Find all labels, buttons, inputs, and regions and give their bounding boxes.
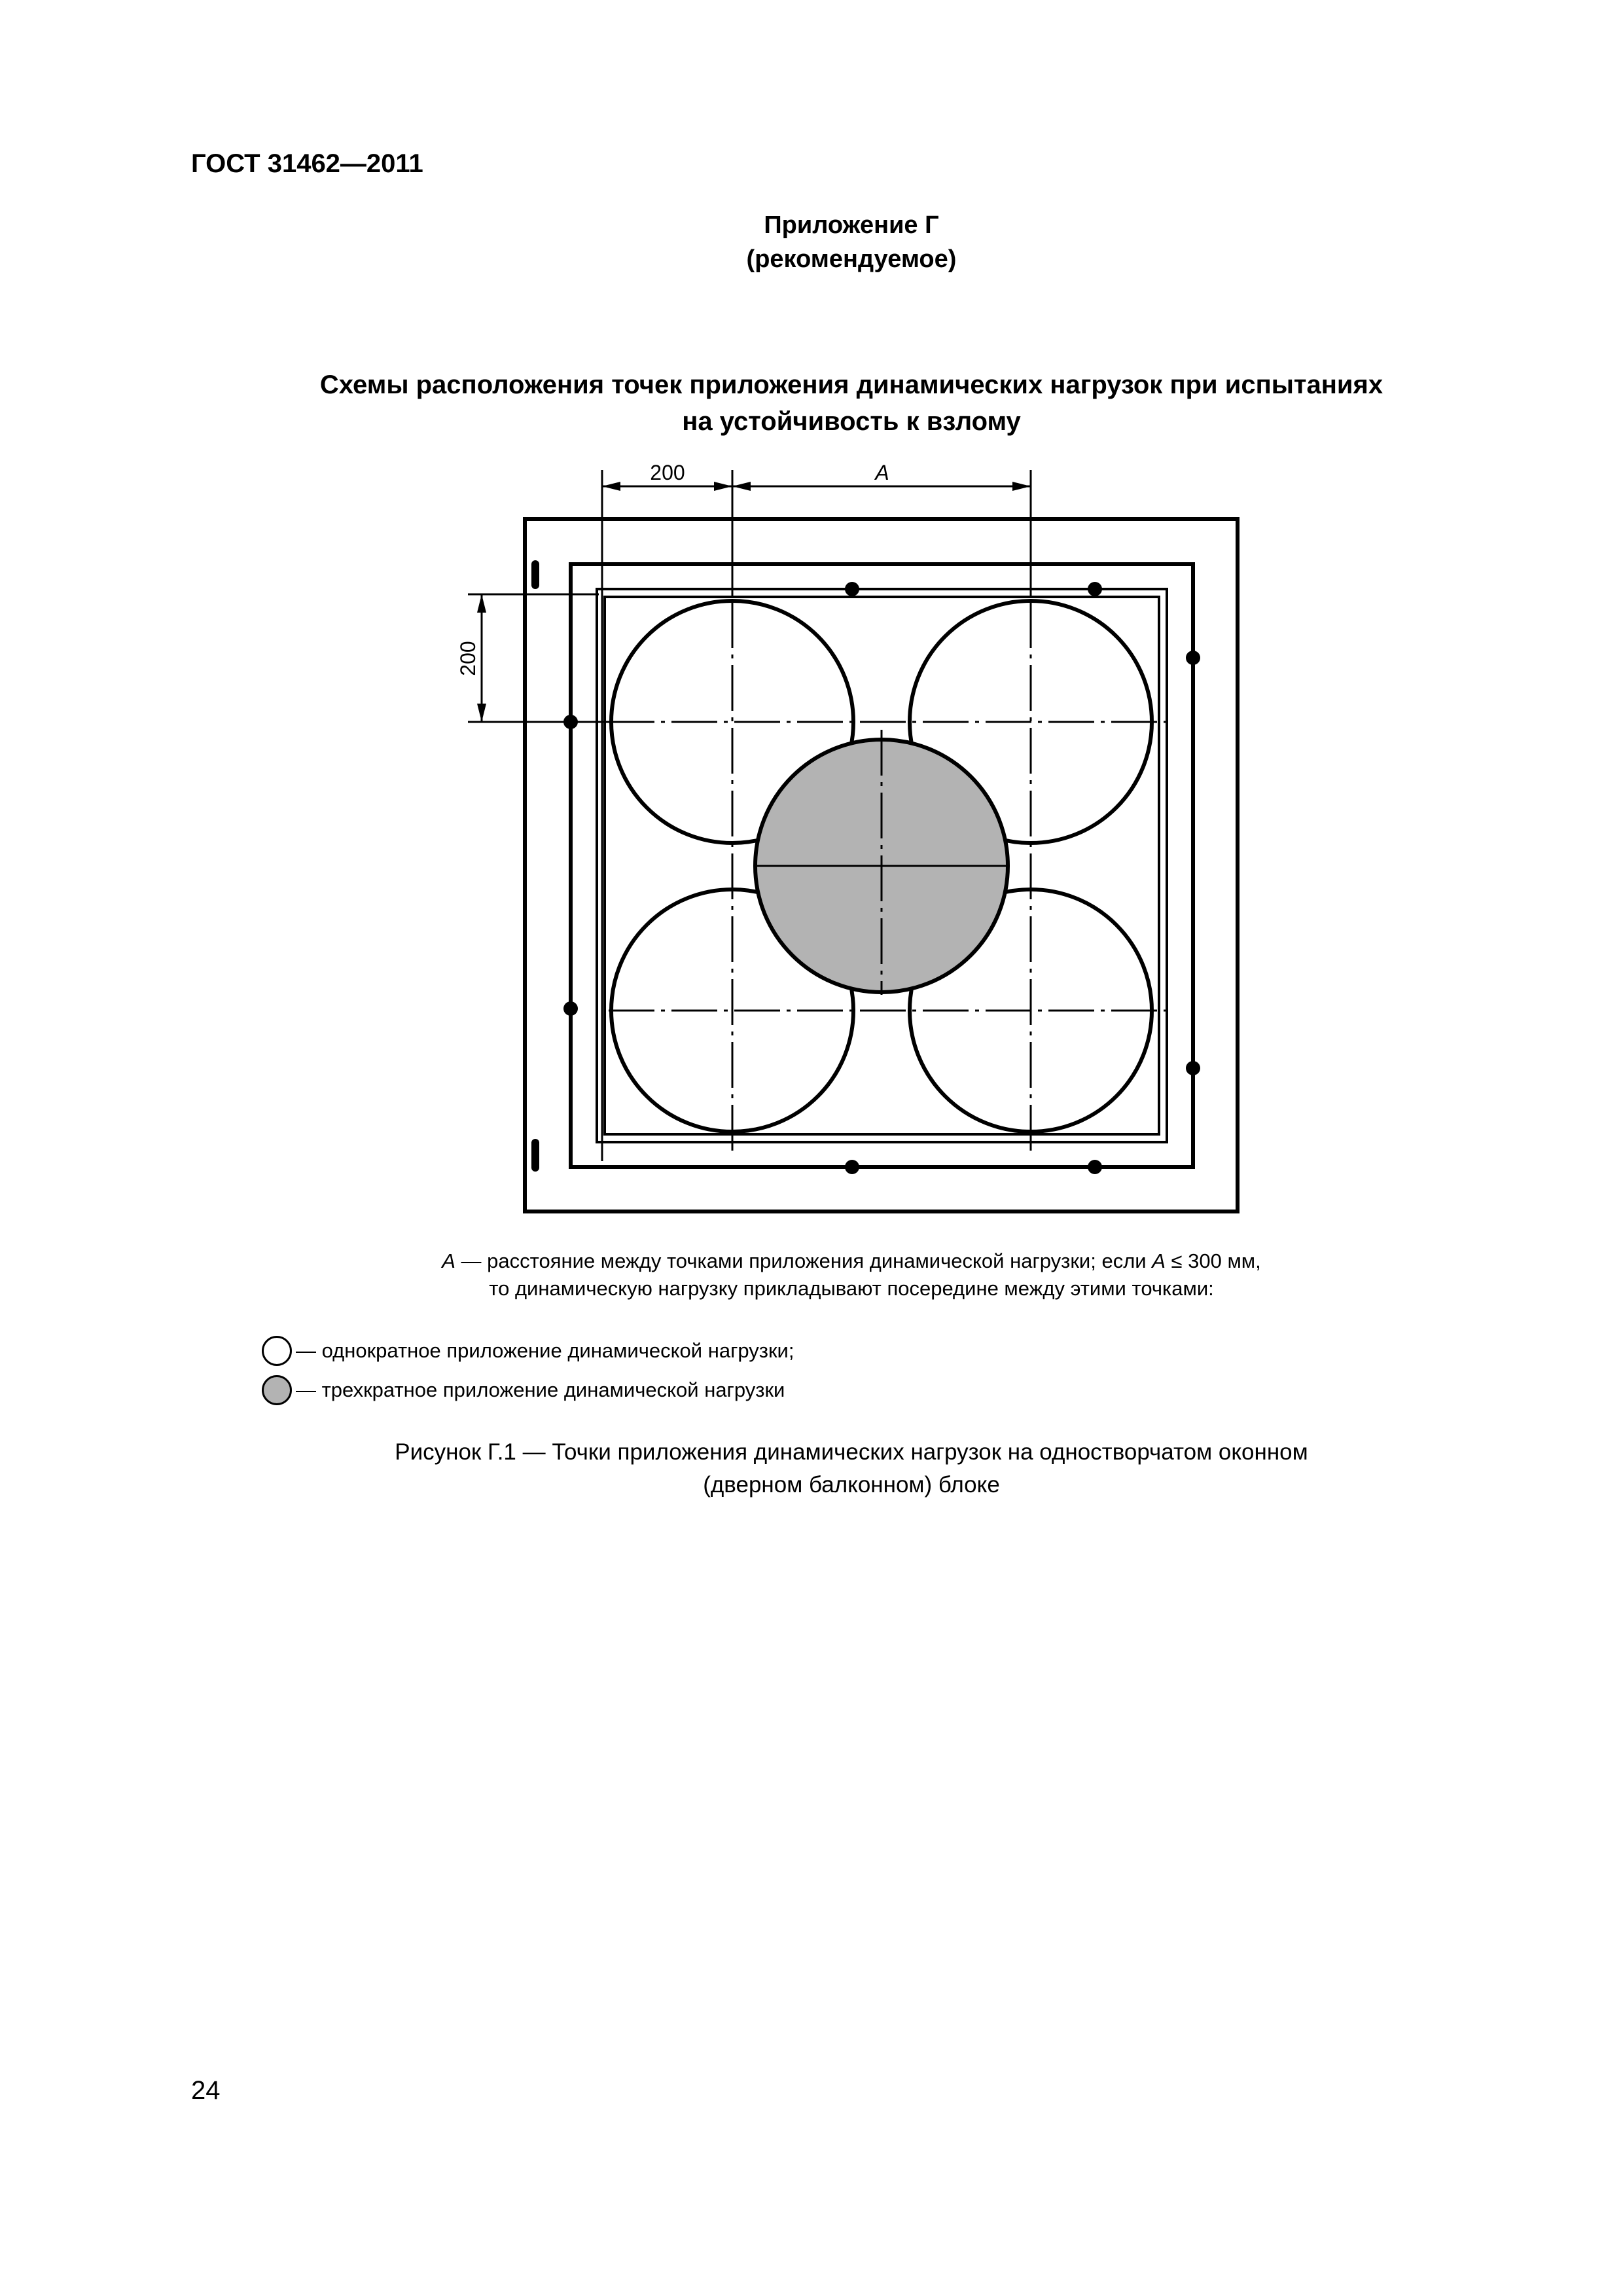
note-symbol-a: A xyxy=(442,1249,455,1272)
dimension-left-200: 200 xyxy=(456,641,480,676)
caption-line-2: (дверном балконном) блоке xyxy=(703,1472,1000,1498)
appendix-status: (рекомендуемое) xyxy=(746,245,957,273)
figure-caption xyxy=(0,1436,1623,1501)
title-line-2: на устойчивость к взлому xyxy=(682,407,1021,436)
load-point-bottom-1 xyxy=(845,1160,859,1174)
left-dimension-lines xyxy=(468,594,609,722)
note-text-after: ≤ 300 мм, xyxy=(1165,1249,1261,1272)
legend-row-single xyxy=(262,1331,794,1371)
legend-row-triple xyxy=(262,1371,794,1410)
hinge-bottom xyxy=(531,1139,539,1172)
note-line-2: то динамическую нагрузку прикладывают посередине между этими точками: xyxy=(489,1277,1214,1300)
load-point-top-1 xyxy=(845,582,859,596)
hinge-top xyxy=(531,560,539,589)
dimension-top-200: 200 xyxy=(650,461,685,484)
load-point-right-1 xyxy=(1186,651,1200,665)
load-point-left-2 xyxy=(563,1001,578,1016)
legend-triple-label: — трехкратное приложение динамической нагрузки xyxy=(296,1378,785,1401)
legend-single-label: — однократное приложение динамической нагрузки; xyxy=(296,1339,794,1362)
open-circle-icon xyxy=(262,1336,292,1366)
load-point-top-2 xyxy=(1088,582,1102,596)
note-line-1 xyxy=(0,1247,1623,1275)
page-number: 24 xyxy=(191,2076,221,2105)
title-line-1: Схемы расположения точек приложения динамических нагрузок при испытаниях xyxy=(319,370,1383,399)
figure-note xyxy=(0,1247,1623,1302)
load-point-right-2 xyxy=(1186,1061,1200,1075)
dimension-top-a: A xyxy=(875,461,889,484)
caption-line-1: Рисунок Г.1 — Точки приложения динамических нагрузок на одностворчатом оконном xyxy=(395,1439,1308,1465)
standard-code: ГОСТ 31462—2011 xyxy=(191,149,423,178)
note-text-before: — расстояние между точками приложения динамической нагрузки; если xyxy=(455,1249,1152,1272)
load-point-bottom-2 xyxy=(1088,1160,1102,1174)
note-symbol-a-2: A xyxy=(1152,1249,1166,1272)
shaded-circle-icon xyxy=(262,1375,292,1405)
appendix-label: Приложение Г xyxy=(764,211,939,239)
legend xyxy=(262,1331,794,1410)
